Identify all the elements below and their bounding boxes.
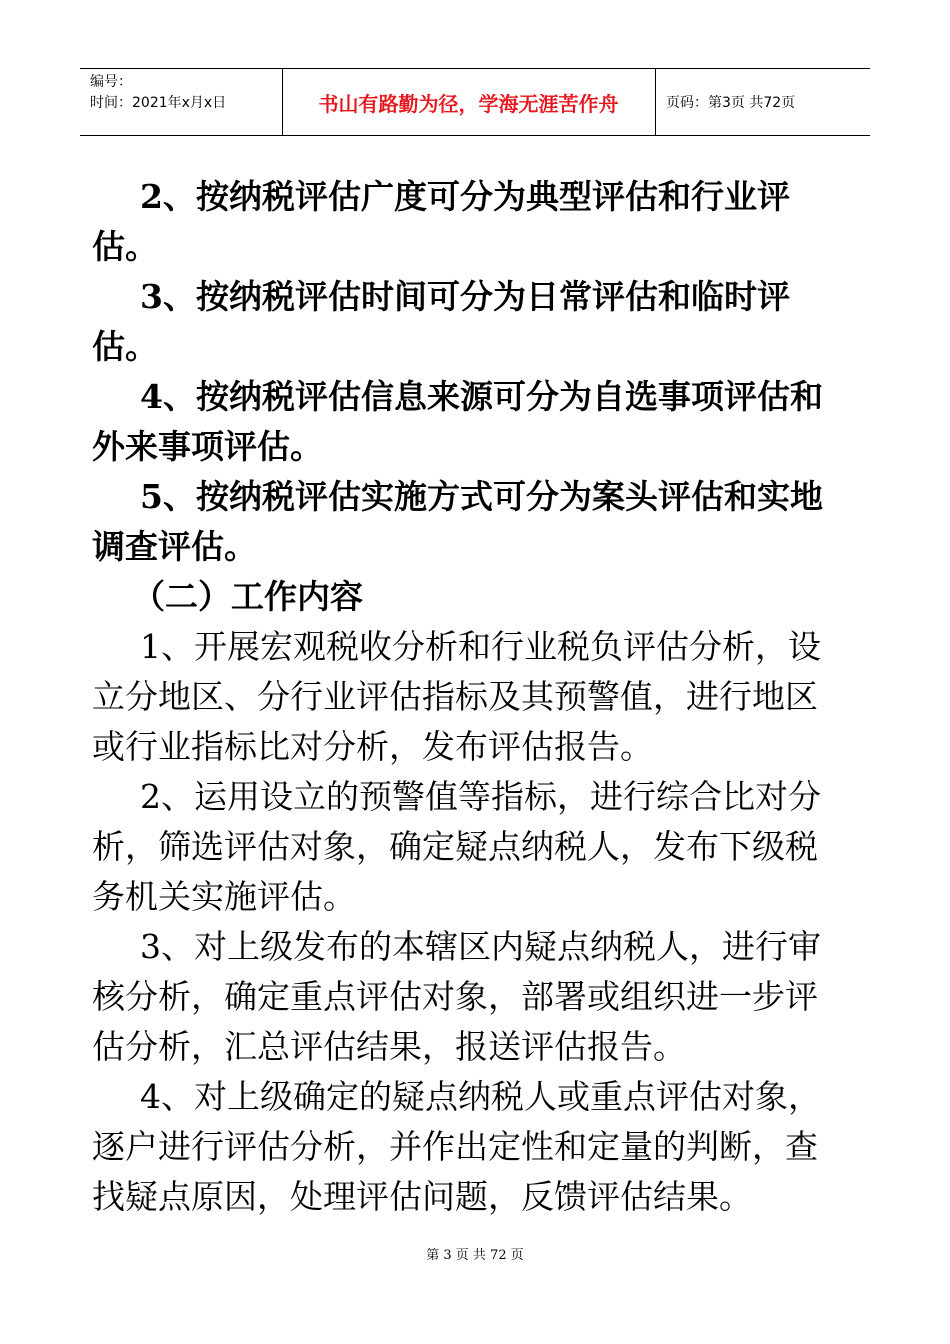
paragraph-classification-breadth: 2、按纳税评估广度可分为典型评估和行业评估。 [92, 177, 790, 266]
document-date: 时间：2021年x月x日 [90, 95, 227, 111]
header-meta [80, 69, 282, 135]
paragraph-classification-source: 4、按纳税评估信息来源可分为自选事项评估和外来事项评估。 [92, 377, 823, 466]
header-page-info: 页码：第3页 共72页 [666, 95, 796, 111]
page-footer: 第 3 页 共 72 页 [426, 1248, 524, 1263]
document-number-label: 编号： [90, 74, 132, 90]
document-body [92, 172, 842, 1222]
work-item-1: 1、开展宏观税收分析和行业税负评估分析，设立分地区、分行业评估指标及其预警值，进行地区或行业指标比对分析，发布评估报告。 [92, 627, 821, 766]
page-header [80, 68, 870, 136]
paragraph-classification-time: 3、按纳税评估时间可分为日常评估和临时评估。 [92, 277, 790, 366]
paragraph-classification-method: 5、按纳税评估实施方式可分为案头评估和实地调查评估。 [92, 477, 823, 566]
section-heading: （二）工作内容 [132, 577, 363, 616]
header-motto: 书山有路勤为径，学海无涯苦作舟 [318, 91, 619, 116]
work-item-2: 2、运用设立的预警值等指标，进行综合比对分析，筛选评估对象，确定疑点纳税人，发布下级税务机关实施评估。 [92, 777, 821, 916]
work-item-3: 3、对上级发布的本辖区内疑点纳税人，进行审核分析，确定重点评估对象，部署或组织进一步评估分析，汇总评估结果，报送评估报告。 [92, 927, 821, 1066]
work-item-4: 4、对上级确定的疑点纳税人或重点评估对象，逐户进行评估分析，并作出定性和定量的判断，查找疑点原因，处理评估问题，反馈评估结果。 [92, 1077, 821, 1216]
